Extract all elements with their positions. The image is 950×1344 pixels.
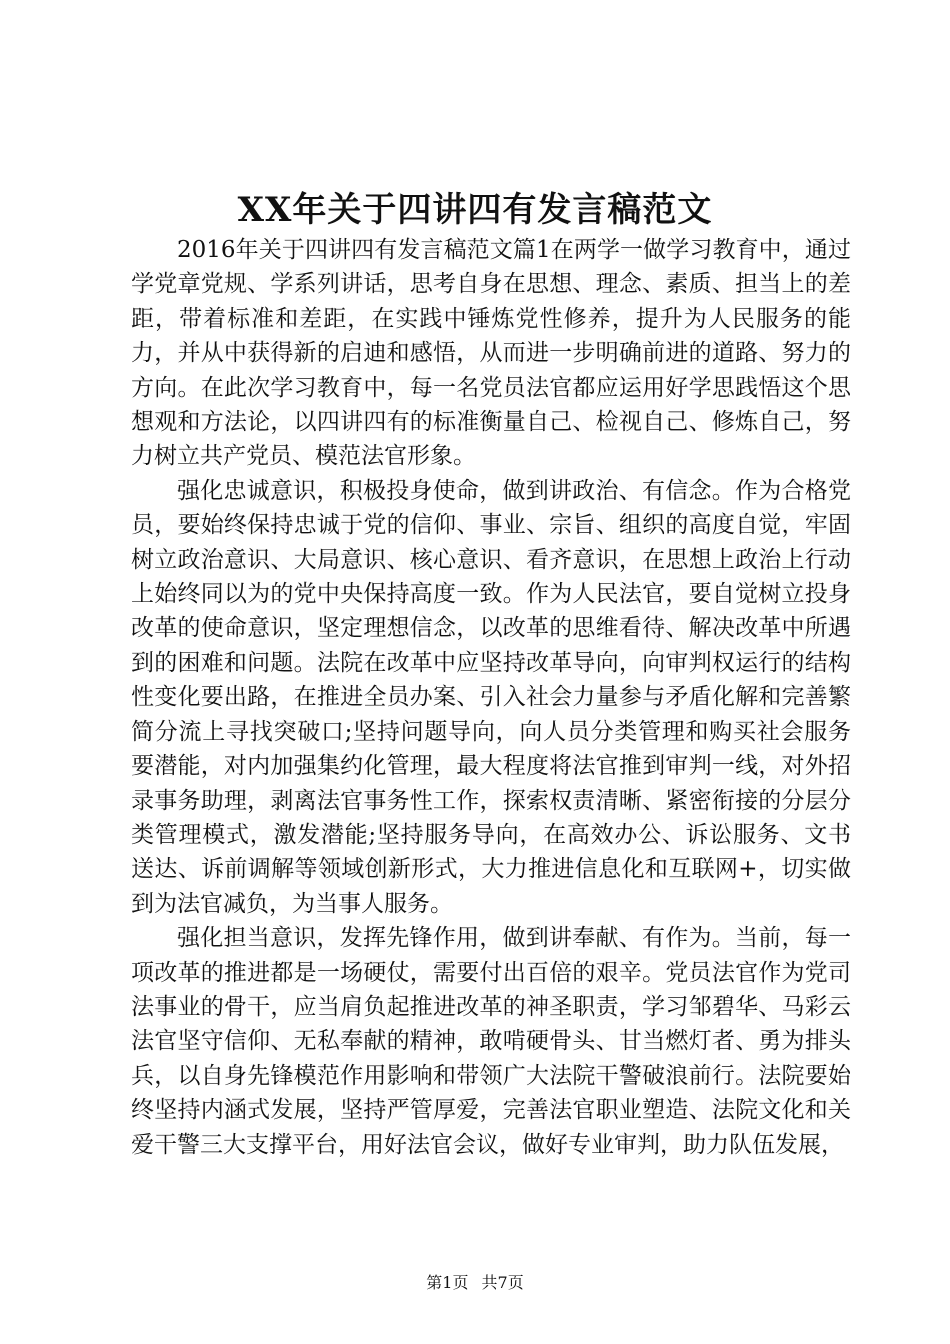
paragraph-1: 2016年关于四讲四有发言稿范文篇1在两学一做学习教育中，通过学党章党规、学系列讲话，思考自身在思想、理念、素质、担当上的差距，带着标准和差距，在实践中锤炼党性修养，提升为人民服务的能力，并从中获得新的启迪和感悟，从而进一步明确前进的道路、努力的方向。在此次学习教育中，每一名党员法官都应运用好学思践悟这个思想观和方法论，以四讲四有的标准衡量自己、检视自己、修炼自己，努力树立共产党员、模范法官形象。 [131, 237, 851, 470]
paragraph-2: 强化忠诚意识，积极投身使命，做到讲政治、有信念。作为合格党员，要始终保持忠诚于党的信仰、事业、宗旨、组织的高度自觉，牢固树立政治意识、大局意识、核心意识、看齐意识，在思想上政治上行动上始终同以为的党中央保持高度一致。作为人民法官，要自觉树立投身改革的使命意识，坚定理想信念，以改革的思维看待、解决改革中所遇到的困难和问题。法院在改革中应坚持改革导向，向审判权运行的结构性变化要出路，在推进全员办案、引入社会力量参与矛盾化解和完善繁简分流上寻找突破口;坚持问题导向，向人员分类管理和购买社会服务要潜能，对内加强集约化管理，最大程度将法官推到审判一线，对外招录事务助理，剥离法官事务性工作，探索权责清晰、紧密衔接的分层分类管理模式，激发潜能;坚持服务导向，在高效办公、诉讼服务、文书送达、诉前调解等领域创新形式，大力推进信息化和互联网+，切实做到为法官减负，为当事人服务。 [131, 477, 851, 917]
paragraph-3: 强化担当意识，发挥先锋作用，做到讲奉献、有作为。当前，每一项改革的推进都是一场硬仗，需要付出百倍的艰辛。党员法官作为党司法事业的骨干，应当肩负起推进改革的神圣职责，学习邹碧华、马彩云法官坚守信仰、无私奉献的精神，敢啃硬骨头、甘当燃灯者、勇为排头兵，以自身先锋模范作用影响和带领广大法院干警破浪前行。法院要始终坚持内涵式发展，坚持严管厚爱，完善法官职业塑造、法院文化和关爱干警三大支撑平台，用好法官会议，做好专业审判，助力队伍发展， [131, 925, 851, 1158]
document-title: XX年关于四讲四有发言稿范文 [237, 190, 713, 230]
page-number: 第1页 [426, 1273, 469, 1292]
document-body [131, 233, 851, 1162]
page-footer [0, 1272, 950, 1294]
page-total: 共7页 [481, 1273, 524, 1292]
